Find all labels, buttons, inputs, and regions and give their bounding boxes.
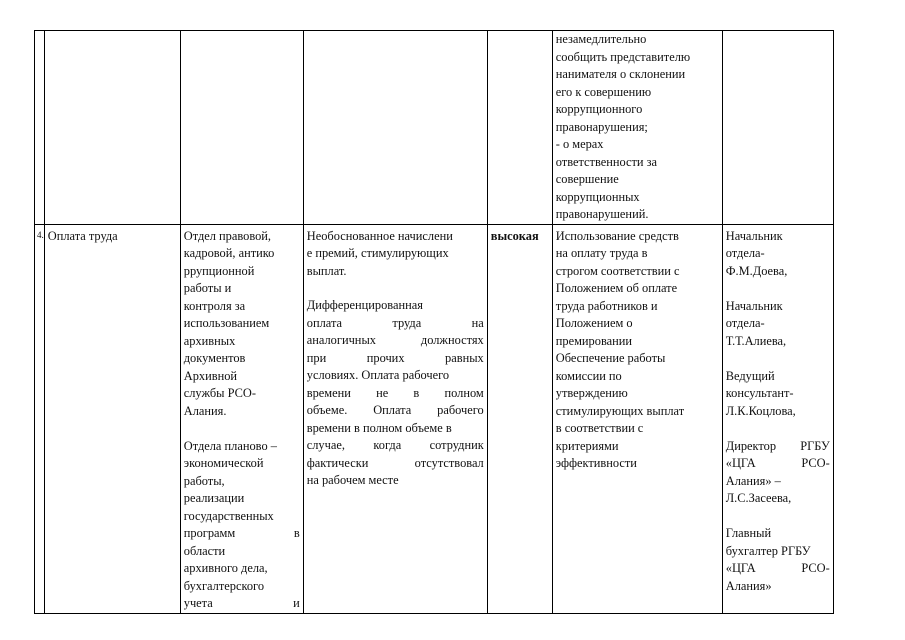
risk-paragraph-1 [307,228,484,281]
text-line: отдела- [725,316,765,330]
text-line: службы РСО- [183,386,256,400]
text-line: объеме. Оплата рабочего [306,403,484,417]
cell-function-empty [44,31,180,225]
cell-function [44,224,180,613]
text-line: совершение [555,172,619,186]
text-line: реализации [183,491,245,505]
cell-measures [552,224,722,613]
text-line: премировании [555,333,633,348]
cell-department [180,224,303,613]
cell-row-number [35,224,45,613]
text-line: ррупционной [183,263,255,278]
text-line: Ф.М.Доева, [725,263,788,278]
text-line: Отдел правовой, [183,228,272,243]
text-line [726,420,830,438]
text-line: документов [183,351,246,365]
text-line: Положением об оплате [555,281,678,295]
text-line: времени в полном объеме в [306,420,452,435]
text-line: консультант- [725,386,794,400]
text-line: экономической [183,456,264,470]
cell-level-empty [487,31,552,225]
text-line: государственных [183,508,274,523]
text-line: незамедлительно [555,32,647,46]
text-line: Начальник [725,228,783,243]
row-number: 4. [37,229,44,240]
responsible-text [726,228,830,596]
cell-number-empty [35,31,45,225]
text-line: правонарушения; [555,119,648,134]
measures-continued-text [556,31,719,224]
text-line: Необоснованное начислени [306,228,453,243]
text-line: Архивной [183,368,238,383]
text-line: использованием [183,316,270,330]
text-line: Использование средств [555,228,679,243]
measures-text [556,228,719,473]
text-line: работы, [183,473,225,488]
text-line: бухгалтер РГБУ [725,543,811,558]
department-text [184,228,300,613]
paragraph-gap [307,280,484,297]
text-line: коррупционных [555,189,640,204]
text-line: Положением о [555,316,633,330]
text-line: «ЦГА РСО- [725,561,830,575]
cell-risk-level [487,224,552,613]
text-line: аналогичных должностях [306,333,484,347]
text-line: Т.Т.Алиева, [725,333,787,348]
text-line: труда работников и [555,298,658,313]
text-line: эффективности [555,456,637,470]
text-line: на рабочем месте [306,473,399,487]
text-line: критериями [555,438,619,453]
text-line: контроля за [183,298,246,313]
table-row-4 [35,224,834,613]
text-line: условиях. Оплата рабочего [306,368,450,382]
text-line: коррупционного [555,102,643,116]
text-line: выплат. [306,263,347,278]
cell-risk-description [303,224,487,613]
text-line: ответственности за [555,154,658,169]
text-line: на оплату труда в [555,246,648,260]
cell-responsible [722,224,833,613]
text-line: работы и [183,281,232,295]
text-line: Дифференцированная [306,298,423,312]
cell-measures-continued [552,31,722,225]
text-line: архивных [183,333,236,348]
text-line: отдела- [725,246,765,260]
text-line: Отдела планово – [183,438,277,453]
text-line: утверждению [555,386,628,400]
text-line: стимулирующих выплат [555,403,685,418]
text-line: Алания» [725,578,772,593]
text-line: правонарушений. [555,207,649,221]
text-line: комиссии по [555,368,622,383]
text-line: - о мерах [555,137,604,151]
text-line: Алания. [183,403,227,418]
text-line: времени не в полном [306,385,484,400]
text-line: случае, когда сотрудник [306,438,484,452]
text-line: строгом соответствии с [555,263,680,278]
text-line [184,420,300,438]
corruption-risk-table [34,30,834,614]
text-line: программ в [183,526,300,540]
text-line: Обеспечение работы [555,351,666,365]
text-line: при прочих равных [306,350,484,365]
text-line: его к совершению [555,84,652,99]
text-line: фактически отсутствовал [306,455,484,470]
text-line: оплата труда на [306,315,484,330]
text-line: Главный [725,526,772,540]
text-line: Начальник [725,298,783,313]
text-line: кадровой, антико [183,246,275,260]
cell-risk-empty [303,31,487,225]
text-line: архивного дела, [183,561,268,575]
text-line [726,350,830,368]
table-row-continued [35,31,834,225]
text-line: сообщить представителю [555,49,691,64]
cell-responsible-empty [722,31,833,225]
risk-paragraph-2 [307,297,484,490]
text-line: учета и [183,596,300,610]
text-line [726,508,830,526]
text-line: Алания» – [725,473,781,488]
text-line: е премий, стимулирующих [306,246,449,260]
text-line: области [183,543,226,558]
cell-department-empty [180,31,303,225]
text-line: Ведущий [725,368,775,383]
text-line: Директор РГБУ [725,438,830,453]
function-name: Оплата труда [47,228,118,243]
risk-level: высокая [490,228,539,243]
text-line: бухгалтерского [183,578,265,593]
text-line: «ЦГА РСО- [725,456,830,470]
text-line: в соответствии с [555,421,644,435]
text-line: Л.К.Коцлова, [725,403,796,418]
text-line: нанимателя о склонении [555,67,686,81]
text-line [726,280,830,298]
text-line: Л.С.Засеева, [725,491,792,505]
